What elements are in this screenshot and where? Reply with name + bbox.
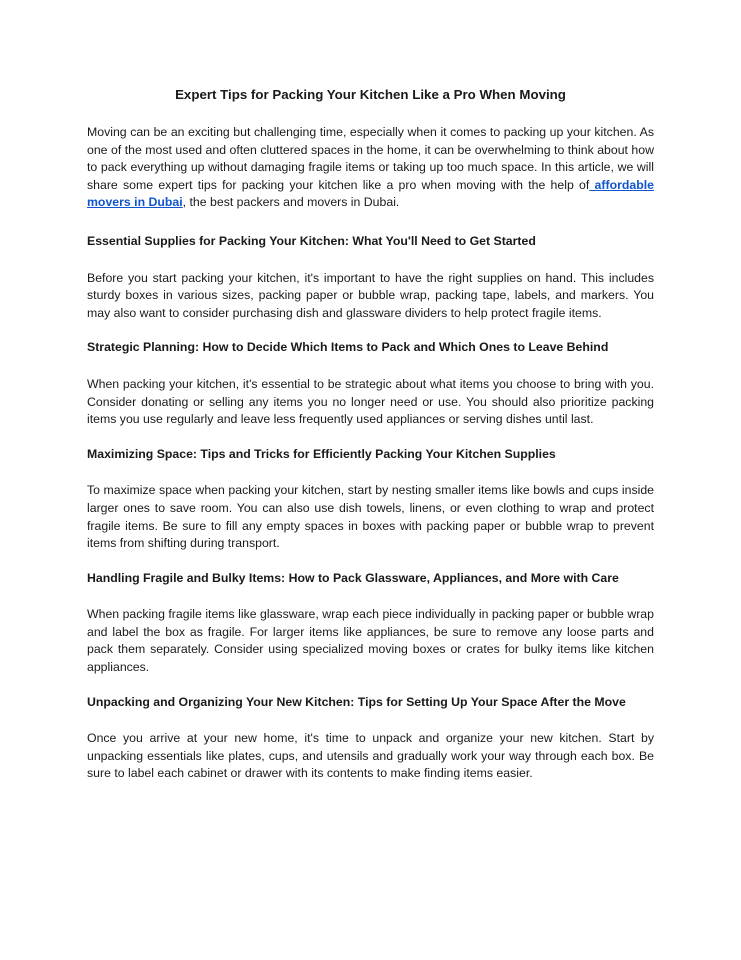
section-fragile (87, 570, 654, 677)
section-body: When packing your kitchen, it's essential to be strategic about what items you choose to bring with you. Consider donating or selling any items you no longer need or use. You should also prioritize packing items you use regularly and leave less frequently used appliances or serving dishes until last. (87, 376, 654, 427)
section-heading: Handling Fragile and Bulky Items: How to Pack Glassware, Appliances, and More with Care (87, 570, 619, 585)
page-title: Expert Tips for Packing Your Kitchen Like a Pro When Moving (175, 87, 566, 102)
section-heading: Strategic Planning: How to Decide Which Items to Pack and Which Ones to Leave Behind (87, 340, 609, 355)
section-heading: Unpacking and Organizing Your New Kitchen: Tips for Setting Up Your Space After the Move (87, 694, 626, 709)
section-body: Before you start packing your kitchen, it's important to have the right supplies on hand. This includes sturdy boxes in various sizes, packing paper or bubble wrap, packing tape, labels, and markers. You may also want to consider purchasing dish and glassware dividers to help protect fragile items. (87, 270, 654, 320)
document-page (87, 86, 654, 800)
affordable-movers-link[interactable]: affordable movers in Dubai (87, 177, 654, 210)
section-supplies (87, 233, 654, 322)
section-planning (87, 339, 654, 428)
section-body: When packing fragile items like glassware, wrap each piece individually in packing paper or bubble wrap and label the box as fragile. For larger items like appliances, be sure to remove any loose parts and pack them separately. Consider using specialized moving boxes or crates for bulky items like kitchen appliances. (87, 607, 654, 675)
intro-paragraph (87, 124, 654, 212)
section-heading: Essential Supplies for Packing Your Kitchen: What You'll Need to Get Started (87, 233, 536, 248)
section-heading: Maximizing Space: Tips and Tricks for Efficiently Packing Your Kitchen Supplies (87, 446, 556, 461)
section-body: Once you arrive at your new home, it's time to unpack and organize your new kitchen. Start by unpacking essentials like plates, cups, and utensils and gradually work your way through each box. Be sure to label each cabinet or drawer with its contents to make finding items easier. (87, 731, 654, 781)
intro-text-end: , the best packers and movers in Dubai. (182, 195, 400, 210)
intro-text: Moving can be an exciting but challenging time, especially when it comes to packing up your kitchen. As one of the most used and often cluttered spaces in the home, it can be overwhelming to think about how to pack everything up without damaging fragile items or taking up too much space. In this article, we will share some expert tips for packing your kitchen like a pro when moving with the help of (87, 125, 654, 192)
section-space (87, 446, 654, 553)
section-body: To maximize space when packing your kitchen, start by nesting smaller items like bowls and cups inside larger ones to save room. You can also use dish towels, linens, or even clothing to wrap and protect fragile items. Be sure to fill any empty spaces in boxes with packing paper or bubble wrap to prevent items from shifting during transport. (87, 483, 654, 551)
section-unpacking (87, 694, 654, 783)
